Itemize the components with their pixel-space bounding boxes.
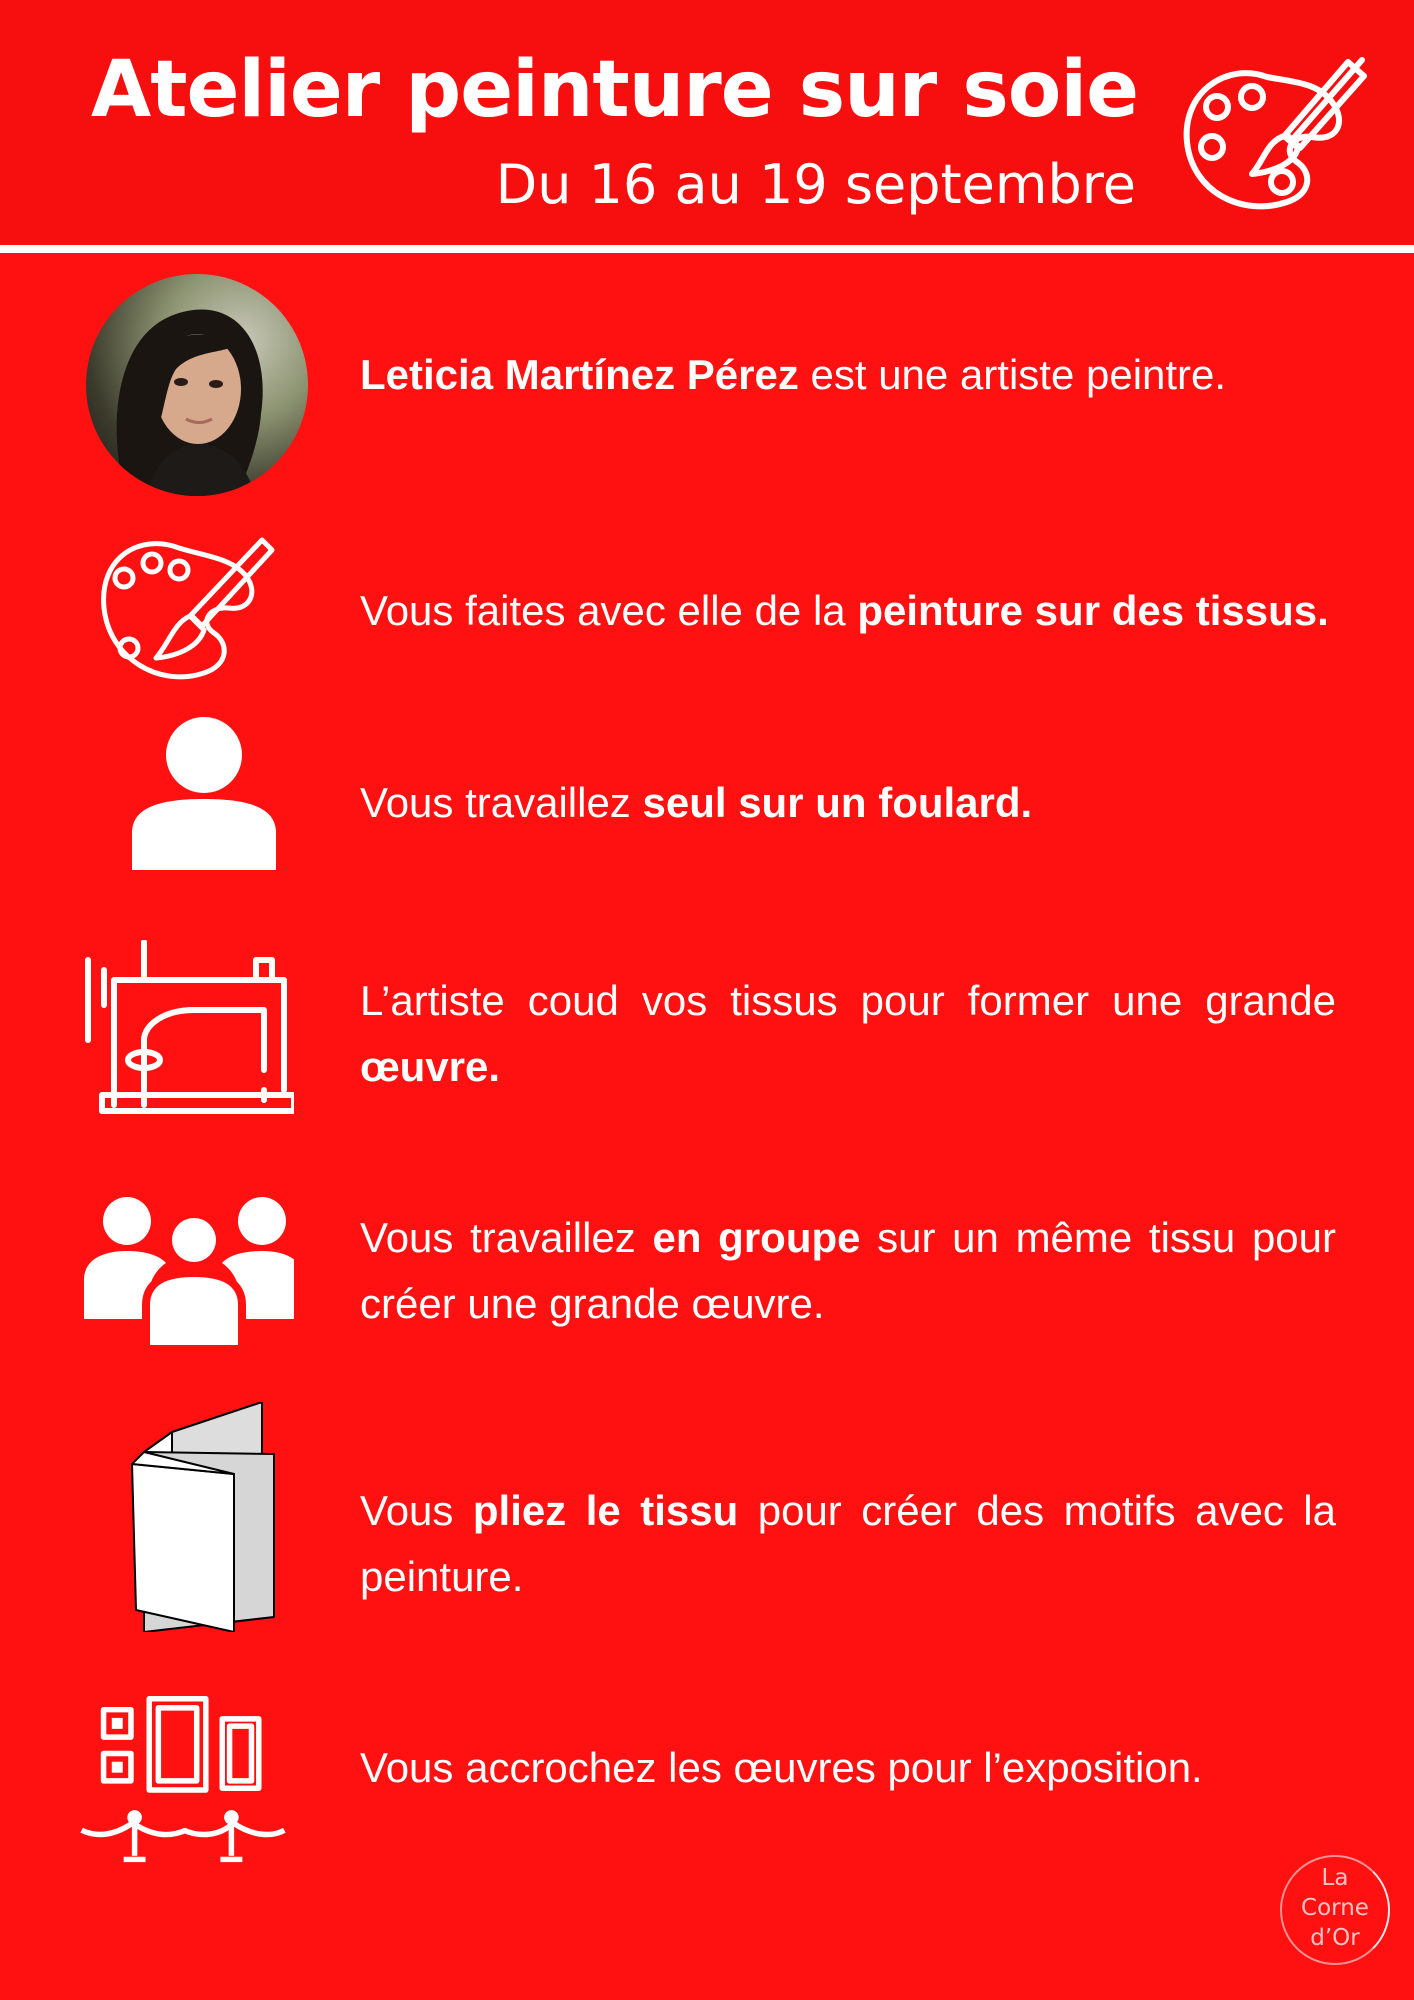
- group-icon: [84, 1195, 294, 1345]
- folded-fabric-icon: [84, 1402, 294, 1632]
- row-text-bold: en groupe: [652, 1214, 861, 1261]
- row-text-bold: pliez le tissu: [472, 1487, 739, 1534]
- logo-line: La: [1321, 1865, 1349, 1891]
- row-fold-text: [360, 1478, 1336, 1610]
- header-divider: [0, 245, 1414, 253]
- row-text-part: Vous travaillez: [360, 779, 643, 826]
- palette-icon: [1172, 52, 1372, 222]
- row-group-text: [360, 1205, 1336, 1337]
- row-text-bold: seul sur un foulard.: [642, 779, 1033, 826]
- row-text-part: L’artiste coud vos tissus pour former une grande: [360, 977, 1336, 1024]
- row-artist-text: [360, 342, 1336, 408]
- artist-photo: [86, 274, 308, 496]
- row-palette-text: [360, 578, 1336, 644]
- row-solo-text: [360, 770, 1336, 836]
- row-text-part: sur un même tissu pour créer une grande œuvre.: [360, 1214, 1337, 1327]
- la-corne-dor-logo: [1280, 1855, 1390, 1965]
- sewing-machine-icon: [84, 940, 294, 1115]
- palette-icon: [84, 528, 294, 693]
- row-text-bold: œuvre.: [360, 1043, 501, 1090]
- page-subtitle: Du 16 au 19 septembre: [495, 153, 1136, 216]
- row-sewing-text: [360, 968, 1336, 1100]
- row-text-part: Vous travaillez: [360, 1214, 653, 1261]
- header: [0, 0, 1414, 243]
- logo-line: d’Or: [1310, 1925, 1360, 1951]
- page-title: Atelier peinture sur soie: [90, 45, 1138, 135]
- row-text-bold: peinture sur des tissus.: [857, 587, 1329, 634]
- artist-name: Leticia Martínez Pérez: [360, 351, 799, 398]
- row-text-part: Vous accrochez les œuvres pour l’exposition.: [360, 1744, 1203, 1791]
- row-exhibition-text: [360, 1735, 1336, 1801]
- row-text-part: Vous: [360, 1487, 473, 1534]
- logo-line: Corne: [1301, 1895, 1369, 1921]
- person-icon: [84, 715, 294, 870]
- row-text-part: Vous faites avec elle de la: [360, 587, 858, 634]
- row-text-part: pour créer des motifs avec la peinture.: [360, 1487, 1336, 1600]
- row-text-part: est une artiste peintre.: [798, 351, 1227, 398]
- exhibition-icon: [78, 1685, 288, 1875]
